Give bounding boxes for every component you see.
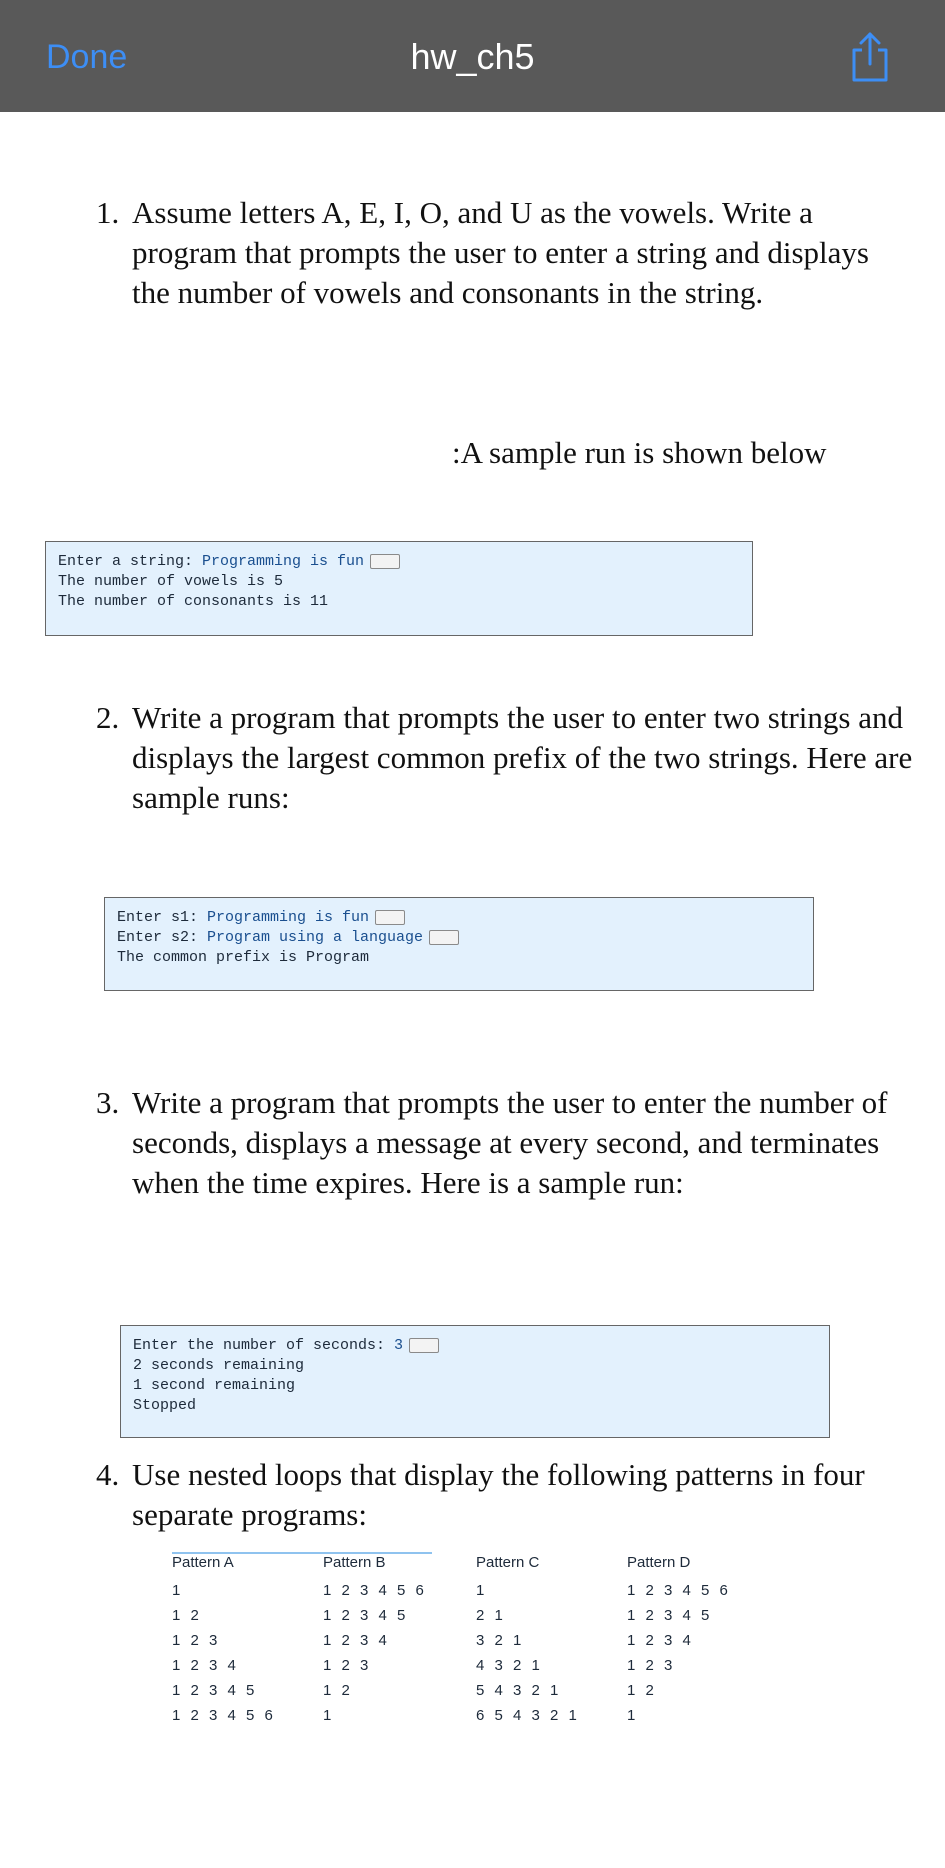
question-number: 2.: [96, 700, 120, 735]
pattern-title: Pattern D: [627, 1554, 691, 1571]
pattern-row: 6 5 4 3 2 1: [476, 1707, 580, 1724]
console-line: The common prefix is Program: [117, 949, 370, 966]
console-line: Stopped: [133, 1397, 197, 1414]
pattern-row: 1 2 3 4 5: [627, 1607, 713, 1624]
question-number: 3.: [96, 1085, 120, 1120]
pattern-c: [476, 1552, 580, 1728]
navigation-bar: [0, 0, 945, 112]
pattern-title: Pattern C: [476, 1554, 540, 1571]
pattern-row: 1 2: [627, 1682, 657, 1699]
question-3: [96, 1083, 916, 1203]
console-line: 1 second remaining: [133, 1377, 296, 1394]
pattern-a: [172, 1552, 276, 1728]
pattern-row: 1 2 3 4: [323, 1632, 390, 1649]
pattern-row: 2 1: [476, 1607, 506, 1624]
question-number: 1.: [96, 195, 120, 230]
question-1: [96, 193, 896, 313]
enter-key-icon: [370, 554, 400, 569]
pattern-row: 3 2 1: [476, 1632, 525, 1649]
question-text: Write a program that prompts the user to enter two strings and displays the largest common prefix of the two strings. Here are sample runs:: [132, 700, 913, 815]
share-icon[interactable]: [846, 30, 894, 84]
pattern-d: [627, 1552, 731, 1728]
pattern-row: 1 2 3: [627, 1657, 676, 1674]
question-text: Assume letters A, E, I, O, and U as the vowels. Write a program that prompts the user to enter a string and displays the number of vowels and consonants in the string.: [132, 195, 869, 310]
pattern-table: [172, 1552, 772, 1852]
question-text: Use nested loops that display the following patterns in four separate programs:: [132, 1457, 865, 1532]
console-line: Enter the number of seconds: 3: [133, 1336, 817, 1356]
pattern-row: 1 2: [172, 1607, 202, 1624]
console-line: Enter a string: Programming is fun: [58, 552, 740, 572]
sample-console-3: [120, 1325, 830, 1438]
pattern-row: 5 4 3 2 1: [476, 1682, 562, 1699]
sample-console-1: [45, 541, 753, 636]
question-text: Write a program that prompts the user to enter the number of seconds, displays a message at every second, and terminates when the time expires. Here is a sample run:: [132, 1085, 888, 1200]
console-line: The number of consonants is 11: [58, 593, 329, 610]
pattern-row: 1 2 3 4 5 6: [172, 1707, 276, 1724]
pattern-row: 1: [476, 1582, 488, 1599]
enter-key-icon: [429, 930, 459, 945]
console-line: The number of vowels is 5: [58, 573, 284, 590]
pattern-row: 1 2 3 4: [172, 1657, 239, 1674]
console-line: 2 seconds remaining: [133, 1357, 305, 1374]
question-4: [96, 1455, 906, 1535]
sample-run-note: :A sample run is shown below: [452, 435, 827, 470]
pattern-row: 1 2 3: [172, 1632, 221, 1649]
pattern-row: 1 2 3 4 5: [323, 1607, 409, 1624]
console-line: Enter s1: Programming is fun: [117, 908, 801, 928]
question-2: [96, 698, 926, 818]
document-title: hw_ch5: [410, 36, 535, 77]
pattern-row: 1 2: [323, 1682, 353, 1699]
pattern-row: 4 3 2 1: [476, 1657, 543, 1674]
pattern-row: 1: [172, 1582, 184, 1599]
pattern-row: 1: [323, 1707, 335, 1724]
question-number: 4.: [96, 1457, 120, 1492]
enter-key-icon: [409, 1338, 439, 1353]
console-line: Enter s2: Program using a language: [117, 928, 801, 948]
pattern-title: Pattern A: [172, 1554, 234, 1571]
pattern-title: Pattern B: [323, 1554, 386, 1571]
pattern-row: 1 2 3 4 5: [172, 1682, 258, 1699]
pattern-row: 1 2 3 4 5 6: [627, 1582, 731, 1599]
enter-key-icon: [375, 910, 405, 925]
sample-console-2: [104, 897, 814, 991]
pattern-row: 1 2 3 4 5 6: [323, 1582, 427, 1599]
pattern-row: 1 2 3 4: [627, 1632, 694, 1649]
pattern-row: 1: [627, 1707, 639, 1724]
pattern-row: 1 2 3: [323, 1657, 372, 1674]
pattern-b: [323, 1552, 427, 1728]
done-button[interactable]: Done: [46, 38, 128, 76]
